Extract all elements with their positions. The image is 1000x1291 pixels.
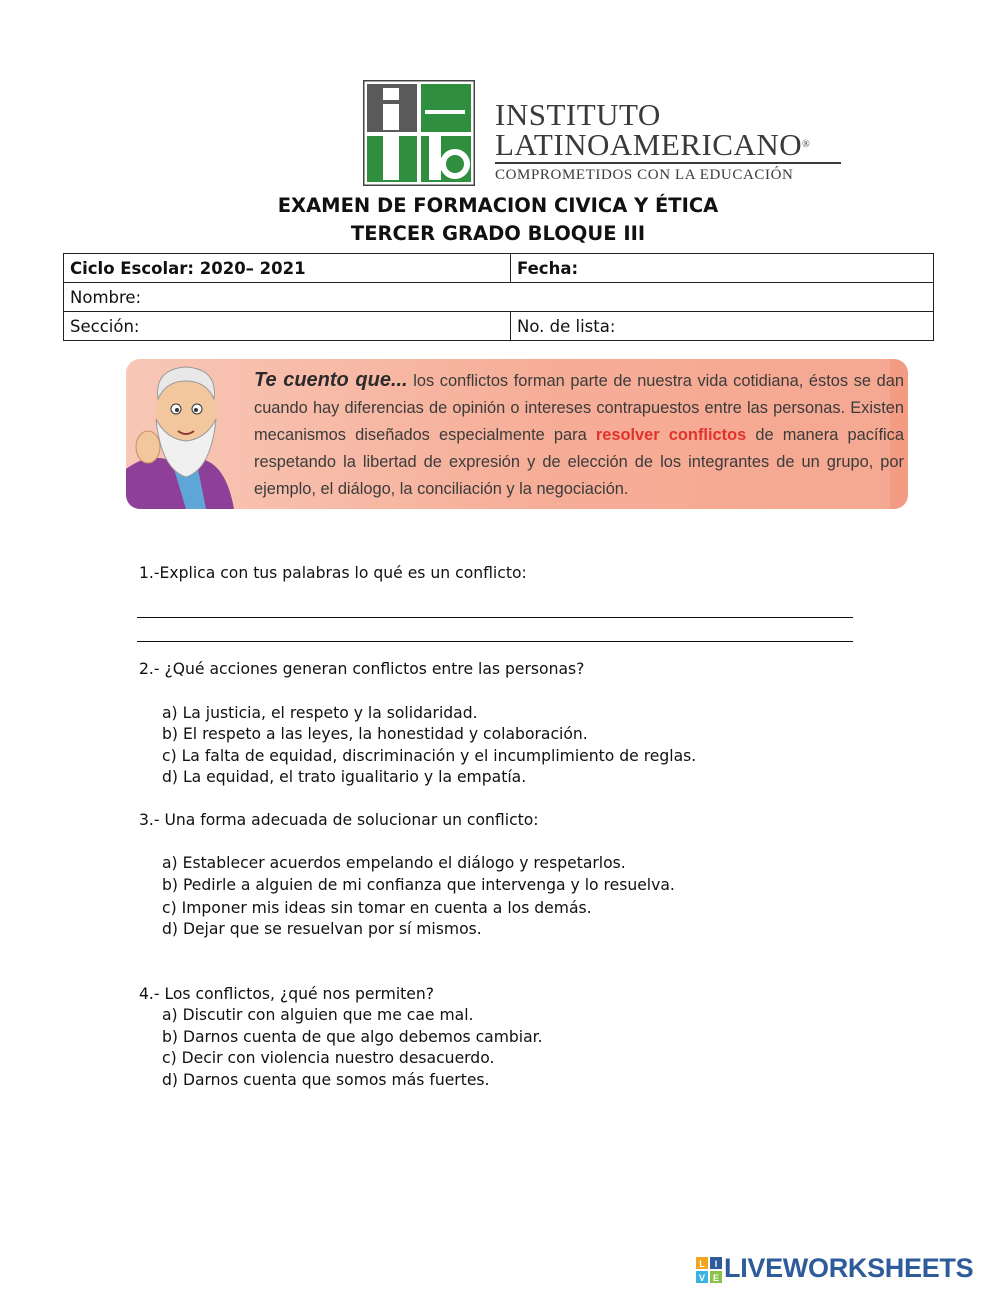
section-field[interactable]: Sección:: [64, 312, 511, 341]
logo-letter-v: V: [698, 1273, 706, 1283]
q4-option-a[interactable]: a) Discutir con alguien que me cae mal.: [162, 1006, 474, 1024]
student-info-table: [63, 253, 934, 341]
q3-option-d[interactable]: d) Dejar que se resuelvan por sí mismos.: [162, 920, 482, 938]
q3-option-c[interactable]: c) Imponer mis ideas sin tomar en cuenta a los demás.: [162, 899, 592, 917]
exam-subtitle: TERCER GRADO BLOQUE III: [350, 222, 646, 245]
q4-option-c[interactable]: c) Decir con violencia nuestro desacuerdo.: [162, 1049, 495, 1067]
banner-text-part2: de manera pacífica respetando la libertad de expresión y de elección de los integrantes de un grupo, por ejemplo, el diálogo, la conciliación y la negociación.: [254, 426, 904, 498]
banner-lead: Te cuento que...: [254, 369, 408, 391]
institute-name-line2: [495, 127, 841, 162]
institute-logo-mark-icon: [363, 80, 475, 186]
logo-letter-e: E: [712, 1273, 720, 1283]
registered-mark: ®: [802, 139, 811, 150]
q4-option-b[interactable]: b) Darnos cuenta de que algo debemos cambiar.: [162, 1028, 543, 1046]
logo-letter-i: I: [714, 1259, 718, 1269]
q3-option-a[interactable]: a) Establecer acuerdos empelando el diálogo y respetarlos.: [162, 854, 626, 872]
q2-option-a[interactable]: a) La justicia, el respeto y la solidaridad.: [162, 704, 478, 722]
list-number-field[interactable]: No. de lista:: [511, 312, 934, 341]
q2-option-b[interactable]: b) El respeto a las leyes, la honestidad y colaboración.: [162, 725, 588, 743]
banner-text: [254, 367, 904, 503]
banner-highlight: resolver conflictos: [595, 426, 747, 444]
watermark-text: LIVEWORKSHEETS: [724, 1253, 974, 1283]
name-field[interactable]: Nombre:: [64, 283, 934, 312]
banner-text-part1: los conflictos forman parte de nuestra vida cotidiana, éstos se dan cuando hay diferencias de opinión o intereses contrapuestos entre las personas. Existen mecanismos diseñados especialmente para: [254, 372, 904, 444]
school-cycle-cell: Ciclo Escolar: 2020– 2021: [64, 254, 511, 283]
answer-line-2[interactable]: [137, 641, 853, 642]
info-banner: [126, 359, 908, 509]
date-field[interactable]: Fecha:: [511, 254, 934, 283]
sage-character-icon: [126, 359, 236, 509]
institute-logo: [363, 80, 853, 188]
q4-option-d[interactable]: d) Darnos cuenta que somos más fuertes.: [162, 1071, 490, 1089]
question-3: 3.- Una forma adecuada de solucionar un conflicto:: [139, 811, 539, 829]
institute-name-line1: INSTITUTO: [495, 97, 661, 132]
institute-slogan: COMPROMETIDOS CON LA EDUCACIÓN: [495, 167, 794, 183]
q2-option-c[interactable]: c) La falta de equidad, discriminación y el incumplimiento de reglas.: [162, 747, 697, 765]
institute-name: [495, 97, 841, 184]
logo-letter-l: L: [699, 1259, 705, 1269]
institute-name-line2-text: LATINOAMERICANO: [495, 127, 803, 162]
answer-line-1[interactable]: [137, 617, 853, 618]
exam-title: EXAMEN DE FORMACION CIVICA Y ÉTICA: [277, 194, 719, 217]
question-1: 1.-Explica con tus palabras lo qué es un conflicto:: [139, 564, 527, 582]
table-row: [64, 312, 934, 341]
q3-option-b[interactable]: b) Pedirle a alguien de mi confianza que intervenga y lo resuelva.: [162, 876, 675, 894]
liveworksheets-logo-icon: [696, 1257, 722, 1283]
table-row: [64, 283, 934, 312]
table-row: [64, 254, 934, 283]
logo-divider: [495, 162, 841, 164]
q2-option-d[interactable]: d) La equidad, el trato igualitario y la empatía.: [162, 768, 527, 786]
question-2: 2.- ¿Qué acciones generan conflictos entre las personas?: [139, 660, 585, 678]
question-4: 4.- Los conflictos, ¿qué nos permiten?: [139, 985, 435, 1003]
